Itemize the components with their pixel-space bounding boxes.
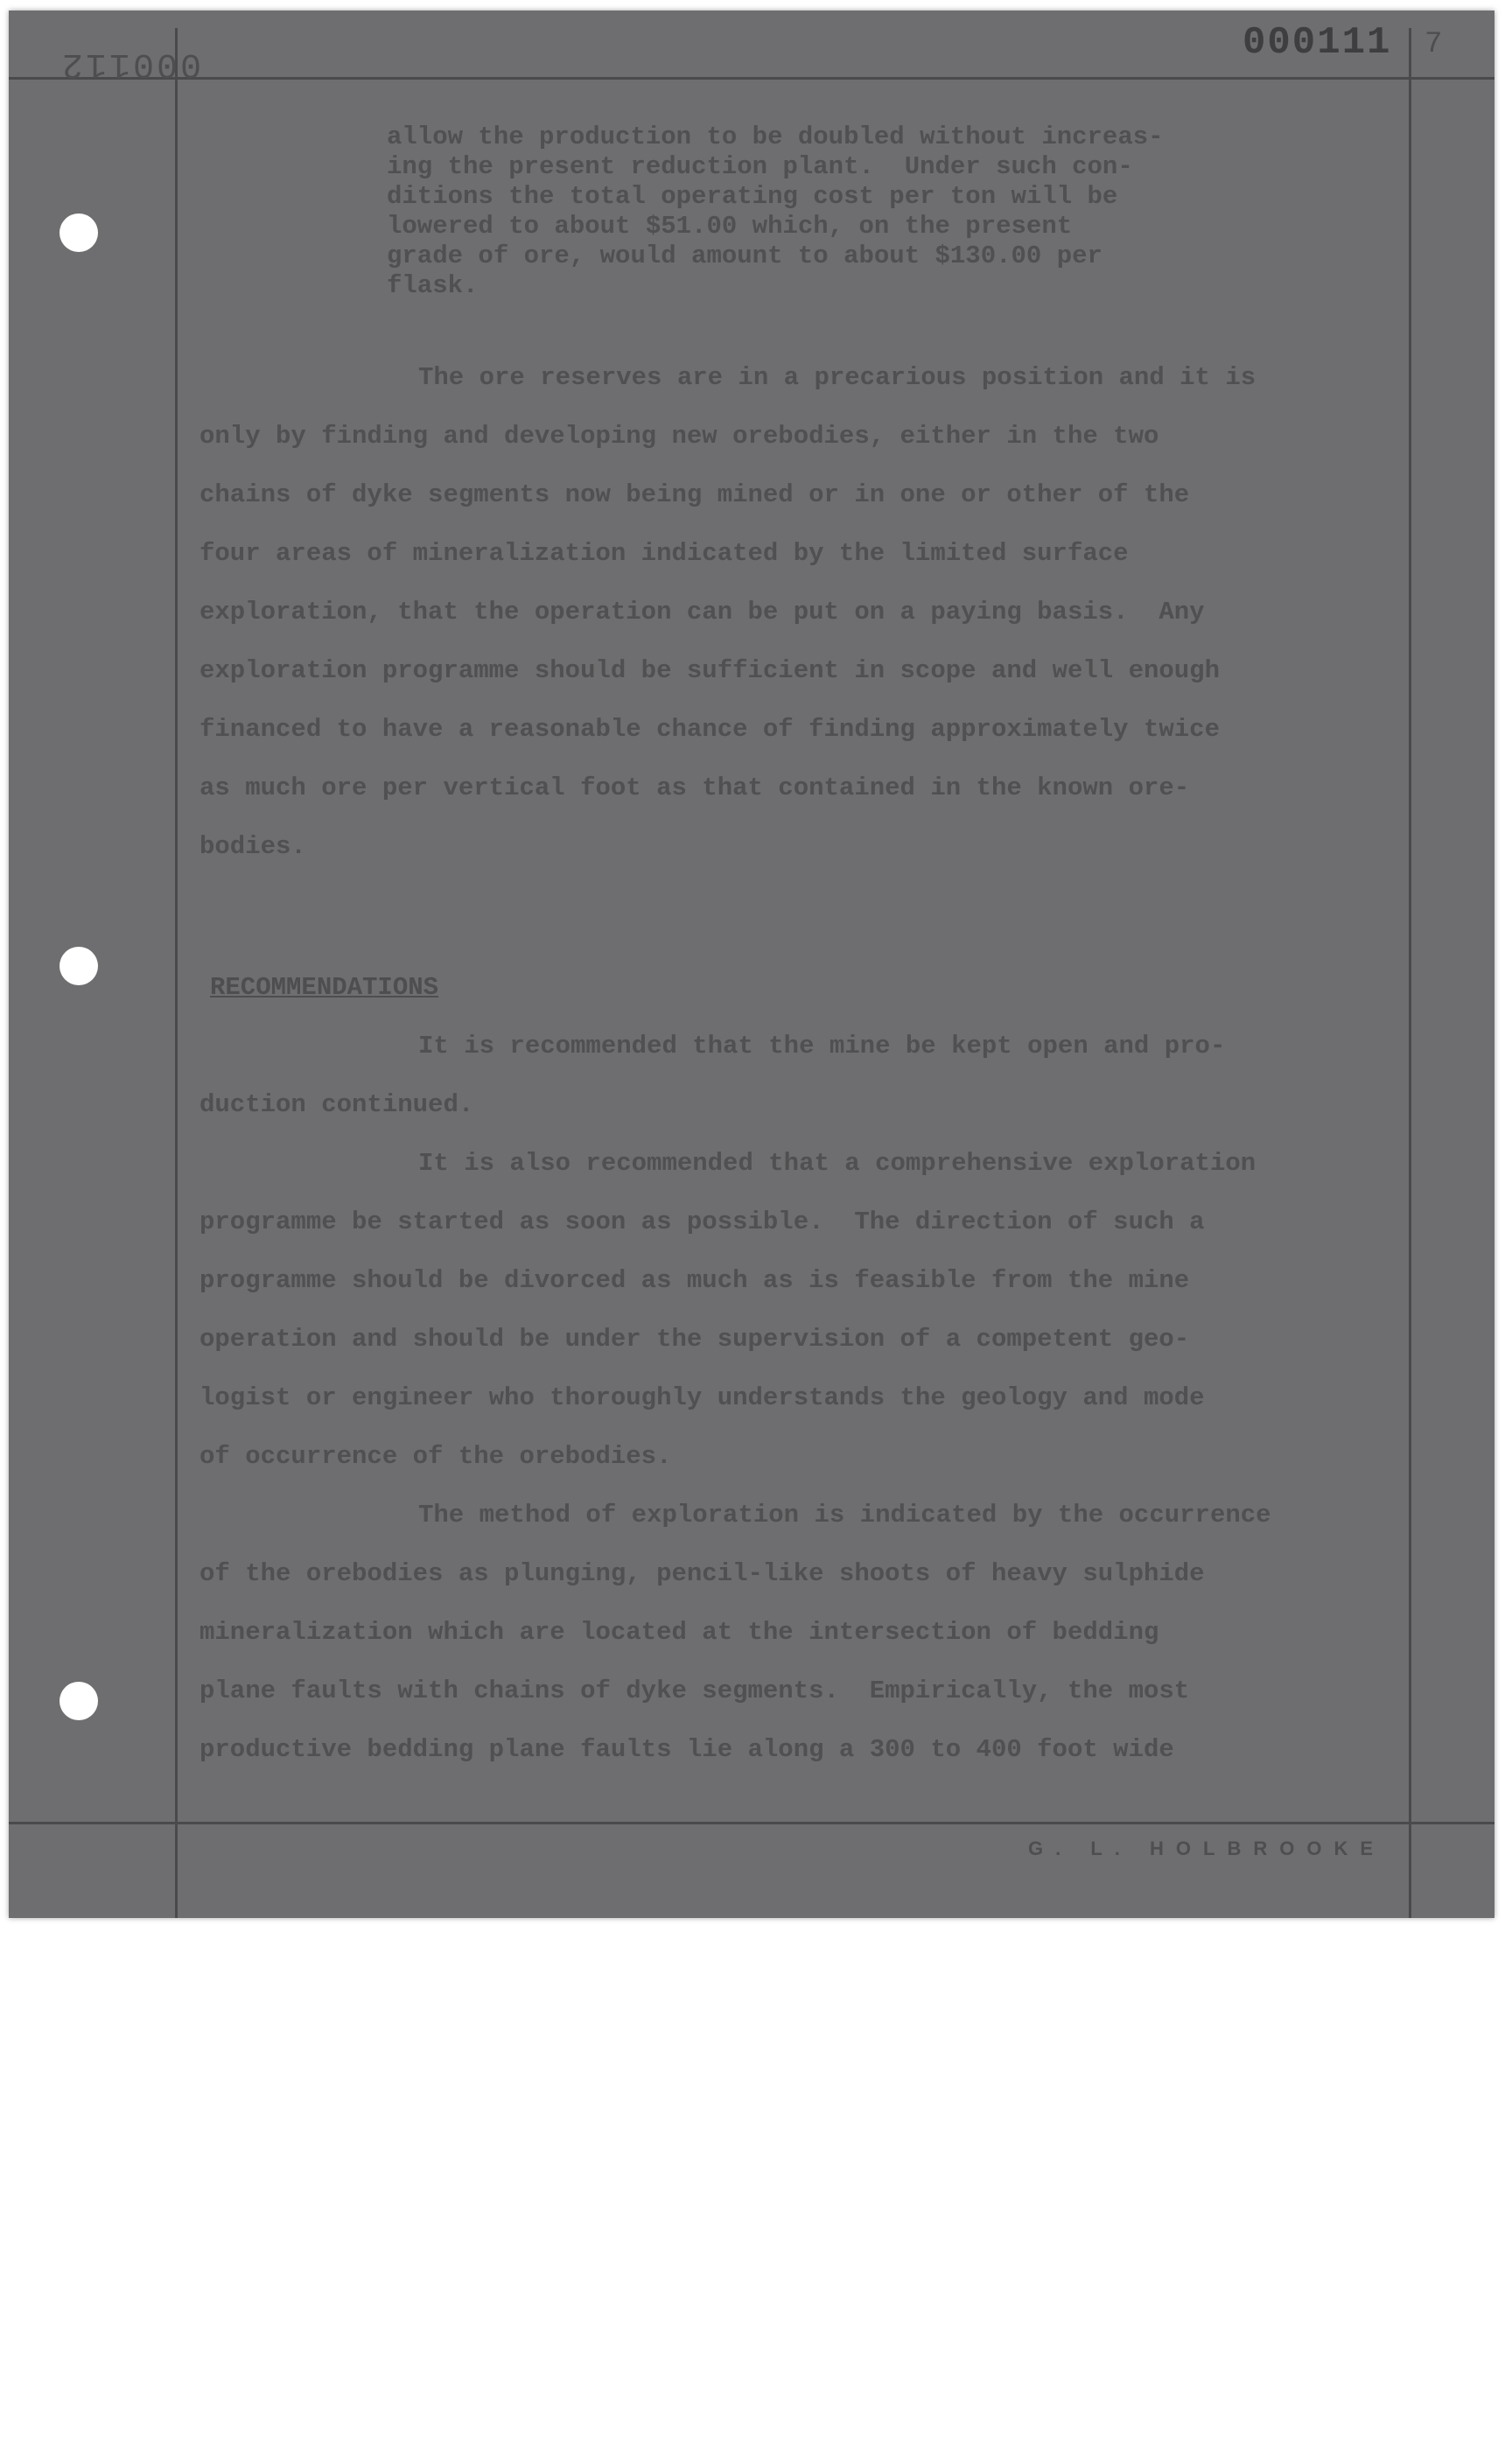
text-line: of occurrence of the orebodies. — [200, 1442, 672, 1471]
document-page — [9, 10, 1494, 1918]
binder-hole-middle — [60, 947, 98, 985]
text-line: grade of ore, would amount to about $130.00 per — [387, 242, 1102, 270]
text-line: chains of dyke segments now being mined or in one or other of the — [200, 480, 1190, 509]
text-line: programme should be divorced as much as is feasible from the mine — [200, 1266, 1190, 1295]
text-line: plane faults with chains of dyke segments. Empirically, the most — [200, 1676, 1190, 1705]
text-line: ing the present reduction plant. Under such con- — [387, 152, 1133, 181]
text-line: operation and should be under the supervision of a competent geo- — [200, 1325, 1190, 1354]
text-line: lowered to about $51.00 which, on the present — [387, 212, 1073, 241]
text-line: programme be started as soon as possible. The direction of such a — [200, 1208, 1205, 1236]
paragraph-ore-reserves — [200, 348, 1433, 876]
text-line: mineralization which are located at the intersection of bedding — [200, 1618, 1159, 1647]
bottom-rule — [9, 1822, 1494, 1824]
text-line: only by finding and developing new orebodies, either in the two — [200, 422, 1159, 451]
text-line: It is recommended that the mine be kept open and pro- — [418, 1032, 1226, 1060]
page-stamp-left: 000112 — [60, 44, 202, 83]
intro-paragraph — [387, 122, 1349, 301]
text-line: flask. — [387, 271, 479, 300]
paragraph-recommendation-1 — [200, 1017, 1433, 1134]
text-line: financed to have a reasonable chance of finding approximately twice — [200, 715, 1220, 744]
text-line: four areas of mineralization indicated by the limited surface — [200, 539, 1129, 568]
text-line: exploration programme should be sufficient in scope and well enough — [200, 656, 1220, 685]
footer-author: G. L. HOLBROOKE — [1028, 1838, 1385, 1859]
text-line: ditions the total operating cost per ton will be — [387, 182, 1118, 211]
paragraph-exploration-method — [200, 1486, 1433, 1779]
binder-hole-top — [60, 214, 98, 252]
text-line: as much ore per vertical foot as that contained in the known ore- — [200, 774, 1190, 802]
text-line: allow the production to be doubled without increas- — [387, 122, 1164, 151]
left-margin-rule — [175, 28, 178, 1918]
page-stamp-right: 000111 — [1242, 21, 1392, 65]
text-line: duction continued. — [200, 1090, 474, 1119]
text-line: It is also recommended that a comprehensive exploration — [418, 1149, 1256, 1178]
binder-hole-bottom — [60, 1682, 98, 1720]
text-line: of the orebodies as plunging, pencil-like shoots of heavy sulphide — [200, 1559, 1205, 1588]
text-line: The method of exploration is indicated by the occurrence — [418, 1501, 1271, 1530]
section-heading: RECOMMENDATIONS — [210, 973, 439, 1002]
text-line: The ore reserves are in a precarious position and it is — [418, 363, 1256, 392]
top-rule — [9, 77, 1494, 80]
paragraph-recommendation-2 — [200, 1134, 1433, 1486]
text-line: exploration, that the operation can be put on a paying basis. Any — [200, 598, 1205, 626]
page-mark: 7 — [1424, 28, 1443, 61]
text-line: productive bedding plane faults lie along a 300 to 400 foot wide — [200, 1735, 1174, 1764]
text-line: logist or engineer who thoroughly understands the geology and mode — [200, 1383, 1205, 1412]
text-line: bodies. — [200, 832, 306, 861]
